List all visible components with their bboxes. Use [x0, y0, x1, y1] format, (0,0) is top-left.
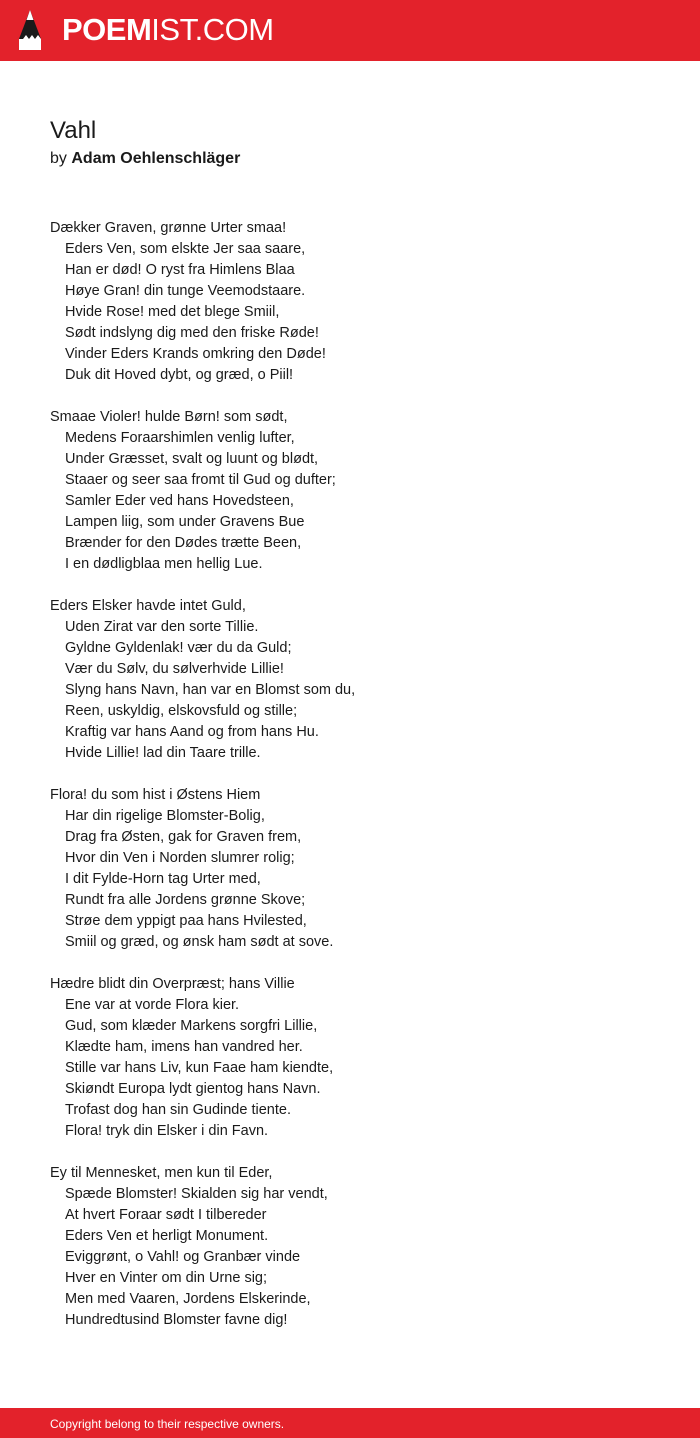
poem-line: Samler Eder ved hans Hovedsteen, [65, 493, 294, 509]
poem-line: Reen, uskyldig, elskovsfuld og stille; [65, 703, 298, 719]
poem-line: Hver en Vinter om din Urne sig; [65, 1270, 268, 1286]
poem-line: Duk dit Hoved dybt, og græd, o Piil! [65, 367, 294, 383]
stanza [50, 407, 670, 575]
stanza [50, 785, 670, 953]
poem-line: Stille var hans Liv, kun Faae ham kiendte, [65, 1060, 334, 1076]
poem-body [50, 218, 670, 1352]
poem-line: Rundt fra alle Jordens grønne Skove; [65, 892, 306, 908]
poem-line: Klædte ham, imens han vandred her. [65, 1039, 303, 1055]
site-logo[interactable] [62, 12, 274, 48]
poem-line: Sødt indslyng dig med den friske Røde! [65, 325, 319, 341]
poem-line: Flora! tryk din Elsker i din Favn. [65, 1123, 269, 1139]
stanza [50, 596, 670, 764]
poem-line: At hvert Foraar sødt I tilbereder [65, 1207, 267, 1223]
poem-line: Brænder for den Dødes trætte Been, [65, 535, 302, 551]
poem-line: Ey til Mennesket, men kun til Eder, [50, 1165, 273, 1181]
poem-line: Slyng hans Navn, han var en Blomst som du, [65, 682, 356, 698]
poem-line: Under Græsset, svalt og luunt og blødt, [65, 451, 319, 467]
poem-line: Vinder Eders Krands omkring den Døde! [65, 346, 326, 362]
poem-line: Drag fra Østen, gak for Graven frem, [65, 829, 302, 845]
poem-line: Har din rigelige Blomster-Bolig, [65, 808, 265, 824]
poem-line: Men med Vaaren, Jordens Elskerinde, [65, 1291, 311, 1307]
poem-line: Strøe dem yppigt paa hans Hvilested, [65, 913, 307, 929]
poem-line: Dækker Graven, grønne Urter smaa! [50, 220, 287, 236]
poem-line: Staaer og seer saa fromt til Gud og dufter; [65, 472, 336, 488]
logo-bold-text: POEM [62, 12, 152, 47]
by-label: by [50, 150, 67, 167]
poem-line: Hvide Lillie! lad din Taare trille. [65, 745, 261, 761]
poem-line: Hvide Rose! med det blege Smiil, [65, 304, 280, 320]
byline [50, 148, 240, 170]
stanza [50, 1163, 670, 1331]
poem-line: Hundredtusind Blomster favne dig! [65, 1312, 288, 1328]
poem-line: Kraftig var hans Aand og from hans Hu. [65, 724, 319, 740]
poem-line: I dit Fylde-Horn tag Urter med, [65, 871, 261, 887]
poem-line: Gud, som klæder Markens sorgfri Lillie, [65, 1018, 318, 1034]
poem-line: Trofast dog han sin Gudinde tiente. [65, 1102, 291, 1118]
poem-line: Eders Ven et herligt Monument. [65, 1228, 269, 1244]
poem-line: Vær du Sølv, du sølverhvide Lillie! [65, 661, 284, 677]
logo-light-text: IST.COM [151, 12, 274, 47]
poem-line: Ene var at vorde Flora kier. [65, 997, 240, 1013]
poem-line: Smaae Violer! hulde Børn! som sødt, [50, 409, 288, 425]
poem-line: Han er død! O ryst fra Himlens Blaa [65, 262, 295, 278]
poem-line: Spæde Blomster! Skialden sig har vendt, [65, 1186, 328, 1202]
poem-line: Lampen liig, som under Gravens Bue [65, 514, 305, 530]
poem-line: Eders Ven, som elskte Jer saa saare, [65, 241, 306, 257]
stanza [50, 974, 670, 1142]
author-name[interactable]: Adam Oehlenschläger [71, 150, 241, 167]
poem-line: Hvor din Ven i Norden slumrer rolig; [65, 850, 295, 866]
poem-line: Eviggrønt, o Vahl! og Granbær vinde [65, 1249, 301, 1265]
stanza [50, 218, 670, 386]
poem-line: Uden Zirat var den sorte Tillie. [65, 619, 259, 635]
poem-line: Smiil og græd, og ønsk ham sødt at sove. [65, 934, 334, 950]
poem-line: Gyldne Gyldenlak! vær du da Guld; [65, 640, 292, 656]
site-footer [0, 1408, 700, 1438]
poem-line: I en dødligblaa men hellig Lue. [65, 556, 263, 572]
site-header [0, 0, 700, 61]
pencil-tip-icon[interactable] [17, 9, 43, 51]
copyright-text: Copyright belong to their respective owners. [50, 1417, 285, 1431]
poem-line: Hædre blidt din Overpræst; hans Villie [50, 976, 295, 992]
poem-line: Medens Foraarshimlen venlig lufter, [65, 430, 295, 446]
poem-line: Høye Gran! din tunge Veemodstaare. [65, 283, 306, 299]
poem-line: Flora! du som hist i Østens Hiem [50, 787, 261, 803]
poem-line: Skiøndt Europa lydt gientog hans Navn. [65, 1081, 321, 1097]
poem-title: Vahl [50, 117, 97, 144]
poem-line: Eders Elsker havde intet Guld, [50, 598, 246, 614]
